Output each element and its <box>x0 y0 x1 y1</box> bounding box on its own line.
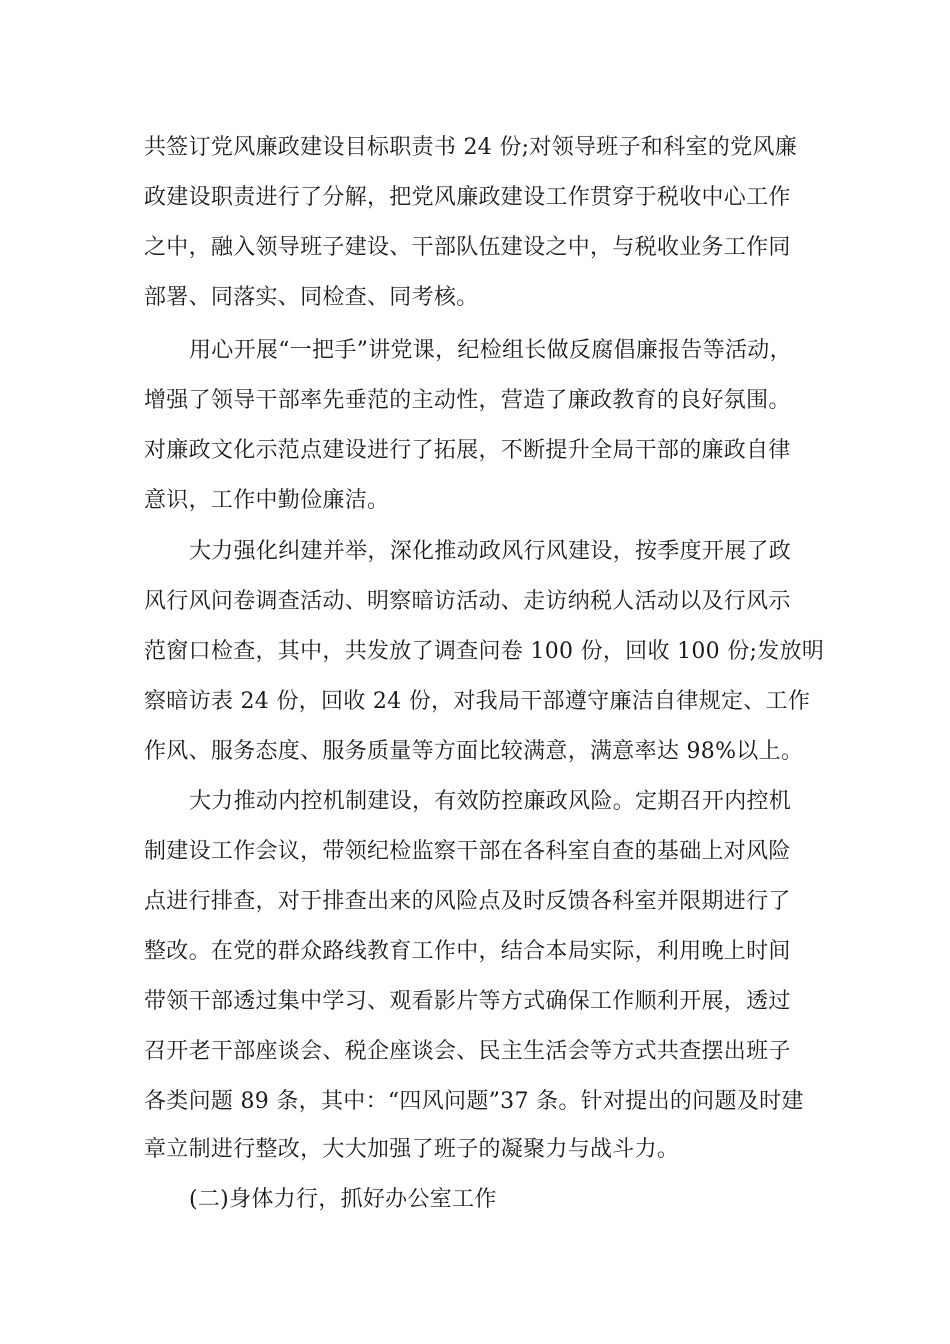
text-line: 制建设工作会议，带领纪检监察干部在各科室自查的基础上对风险 <box>144 839 791 864</box>
text-line: 之中，融入领导班子建设、干部队伍建设之中，与税收业务工作同 <box>144 235 791 260</box>
text-line: 察暗访表 24 份，回收 24 份，对我局干部遵守廉洁自律规定、工作 <box>144 689 811 714</box>
text-line: 意识，工作中勤俭廉洁。 <box>144 488 390 513</box>
text-line: 带领干部透过集中学习、观看影片等方式确保工作顺利开展，透过 <box>144 989 791 1014</box>
text-line: 作风、服务态度、服务质量等方面比较满意，满意率达 98%以上。 <box>144 739 804 764</box>
text-line: 政建设职责进行了分解，把党风廉政建设工作贯穿于税收中心工作 <box>144 185 791 210</box>
text-line: 章立制进行整改，大大加强了班子的凝聚力与战斗力。 <box>144 1137 680 1162</box>
text-line: 对廉政文化示范点建设进行了拓展，不断提升全局干部的廉政自律 <box>144 438 791 463</box>
text-line: 整改。在党的群众路线教育工作中，结合本局实际，利用晚上时间 <box>144 939 791 964</box>
text-line: 召开老干部座谈会、税企座谈会、民主生活会等方式共查摆出班子 <box>144 1039 791 1064</box>
text-line: 各类问题 89 条，其中：“四风问题”37 条。针对提出的问题及时建 <box>144 1089 804 1114</box>
text-line: 增强了领导干部率先垂范的主动性，营造了廉政教育的良好氛围。 <box>144 388 791 413</box>
text-line: 部署、同落实、同检查、同考核。 <box>144 285 479 310</box>
text-line: 共签订党风廉政建设目标职责书 24 份;对领导班子和科室的党风廉 <box>144 135 797 160</box>
paragraph-first-line: 大力推动内控机制建设，有效防控廉政风险。定期召开内控机 <box>189 789 792 814</box>
text-line: 点进行排查，对于排查出来的风险点及时反馈各科室并限期进行了 <box>144 889 791 914</box>
paragraph-first-line: 大力强化纠建并举，深化推动政风行风建设，按季度开展了政 <box>189 539 792 564</box>
section-heading: (二)身体力行，抓好办公室工作 <box>189 1187 497 1212</box>
text-line: 范窗口检查，其中，共发放了调查问卷 100 份，回收 100 份;发放明 <box>144 639 825 664</box>
paragraph-first-line: 用心开展“一把手”讲党课，纪检组长做反腐倡廉报告等活动， <box>189 338 792 363</box>
text-line: 风行风问卷调查活动、明察暗访活动、走访纳税人活动以及行风示 <box>144 589 791 614</box>
